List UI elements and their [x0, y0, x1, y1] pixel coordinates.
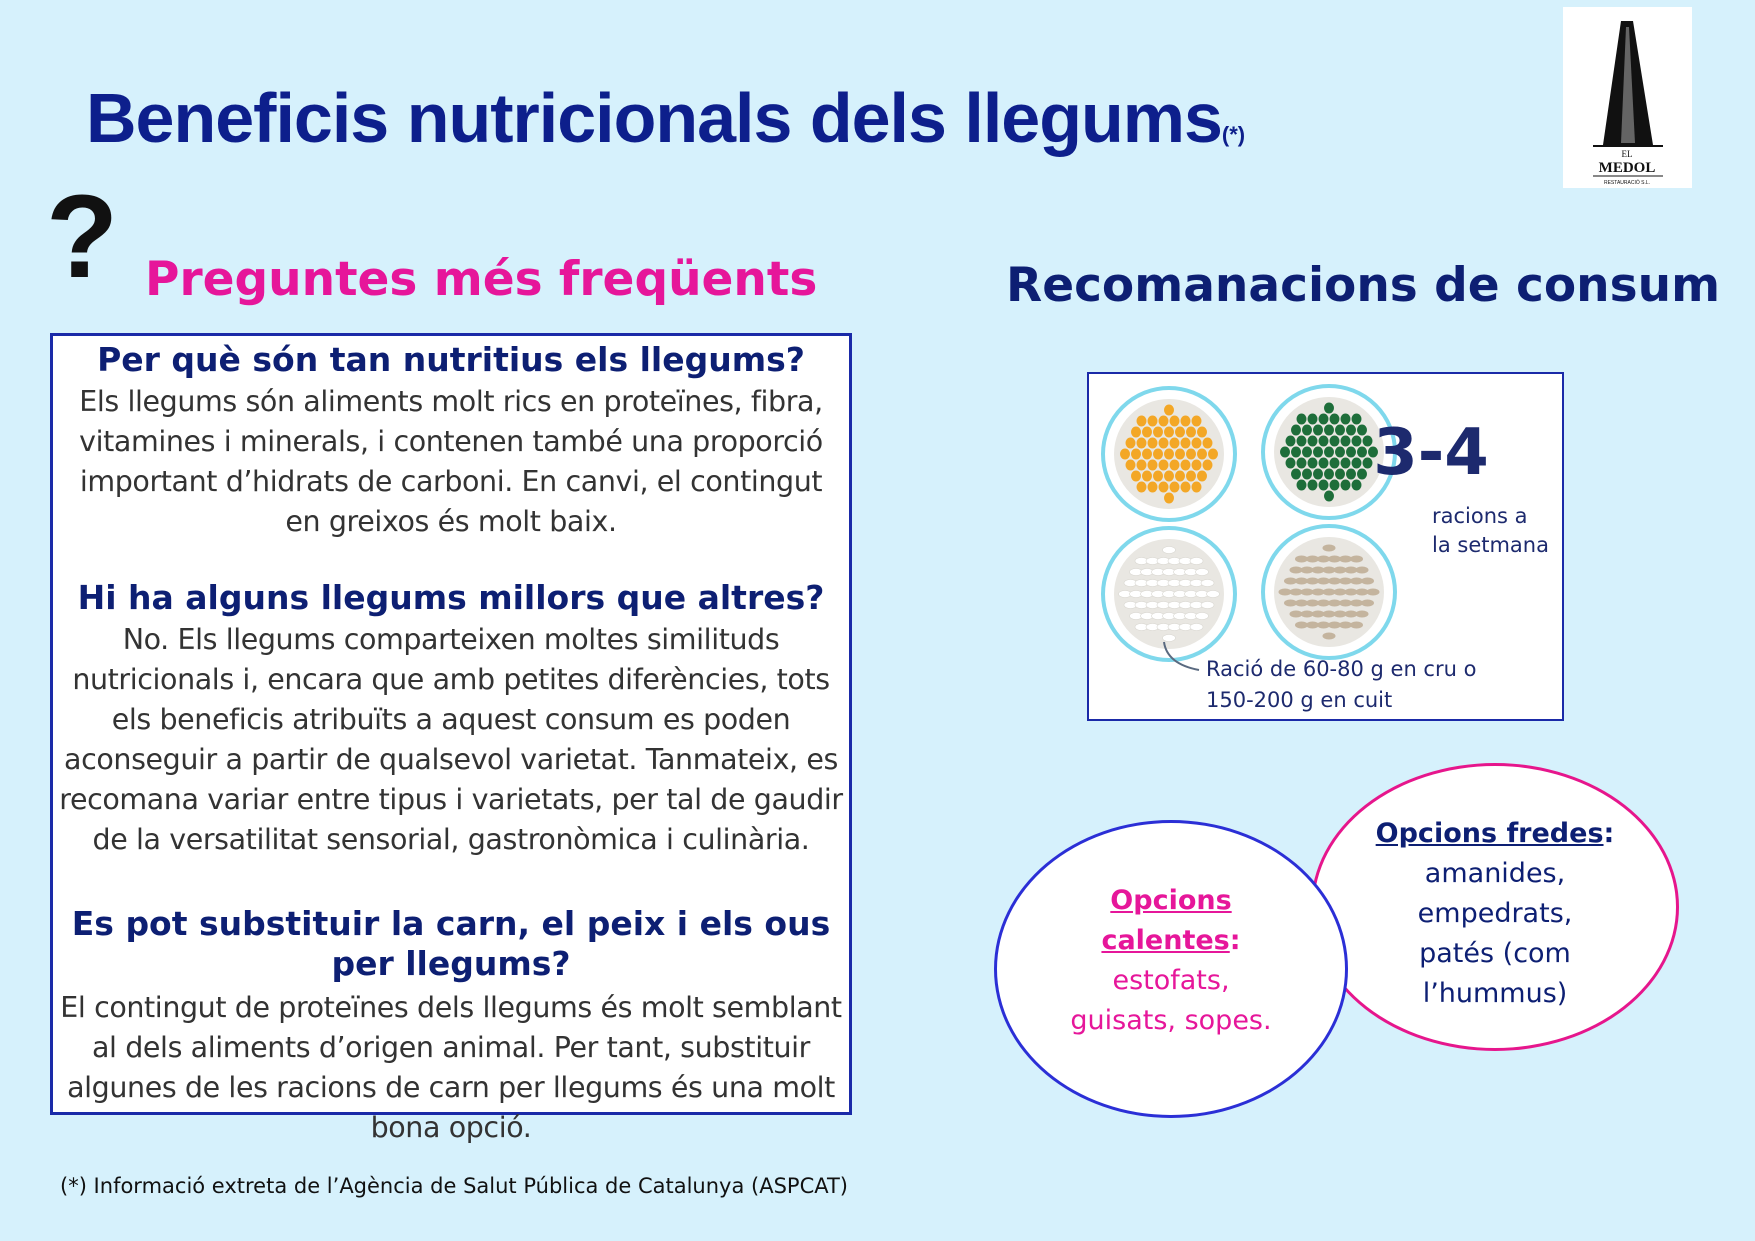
cold-option-line: empedrats,	[1417, 898, 1573, 929]
cold-options-text	[1314, 814, 1676, 1014]
faq-question-2: Hi ha alguns llegums millors que altres?	[77, 578, 825, 617]
cold-options-title: Opcions fredes	[1375, 818, 1604, 849]
logo-line1: EL	[1621, 149, 1633, 159]
logo-line2: MEDOL	[1598, 160, 1656, 176]
hot-options-title-1: Opcions	[1110, 885, 1232, 916]
faq-answer-3: El contingut de proteïnes dels llegums és molt semblant al dels aliments d’origen animal. Per tant, substituir algunes de les racions de carn per llegums és una molt bona opció.	[60, 991, 842, 1144]
hot-options-title-2: calentes	[1101, 925, 1230, 956]
faq-heading: Preguntes més freqüents	[145, 252, 818, 307]
page-title-text: Beneficis nutricionals dels llegums	[86, 79, 1222, 157]
faq-answer-1: Els llegums són aliments molt rics en proteïnes, fibra, vitamines i minerals, i contenen també una proporció important d’hidrats de carboni. En canvi, el contingut en greixos és molt baix.	[79, 385, 823, 538]
hot-options-circle	[994, 820, 1348, 1118]
recommendations-heading: Recomanacions de consum	[1006, 258, 1721, 313]
lentil-bowl-icon	[1263, 526, 1395, 658]
servings-line-1: racions a	[1432, 504, 1528, 528]
white-bean-bowl-icon	[1103, 528, 1235, 660]
legumes-infographic	[1087, 372, 1564, 721]
page-title	[86, 78, 1245, 158]
hot-option-line: estofats,	[1112, 965, 1230, 996]
cold-options-colon: :	[1603, 818, 1615, 849]
cold-options-circle	[1311, 763, 1679, 1051]
hot-options-text	[997, 881, 1345, 1041]
chickpea-bowl-icon	[1103, 388, 1235, 520]
hot-option-line: guisats, sopes.	[1070, 1005, 1272, 1036]
cold-option-line: patés (com	[1419, 938, 1571, 969]
logo-line3: RESTAURACIÓ S.L.	[1603, 180, 1651, 186]
servings-line-2: la setmana	[1432, 533, 1549, 557]
hot-options-colon: :	[1229, 925, 1241, 956]
faq-question-1: Per què són tan nutritius els llegums?	[97, 340, 805, 379]
monolith-logo-icon	[1563, 7, 1692, 188]
portion-line-1: Ració de 60-80 g en cru o	[1206, 657, 1477, 681]
question-mark-icon: ?	[46, 171, 119, 303]
source-footnote: (*) Informació extreta de l’Agència de Salut Pública de Catalunya (ASPCAT)	[60, 1174, 848, 1198]
servings-number: 3-4	[1373, 416, 1489, 490]
faq-answer-2: No. Els llegums comparteixen moltes similituds nutricionals i, encara que amb petites diferències, tots els beneficis atribuïts a aquest consum es poden aconseguir a partir de qualsevol varietat. Tanmateix, es recomana variar entre tipus i varietats, per tal de gaudir de la versatilitat sensorial, gastronòmica i culinària.	[59, 623, 843, 856]
legume-bowls-illustration	[1089, 374, 1562, 719]
faq-box	[50, 333, 852, 1144]
faq-question-3: Es pot substituir la carn, el peix i els ous per llegums?	[71, 904, 831, 983]
cold-option-line: l’hummus)	[1422, 978, 1568, 1009]
cold-option-line: amanides,	[1424, 858, 1566, 889]
company-logo	[1563, 7, 1692, 188]
portion-line-2: 150-200 g en cuit	[1206, 688, 1393, 712]
title-footnote-mark: (*)	[1221, 122, 1246, 147]
